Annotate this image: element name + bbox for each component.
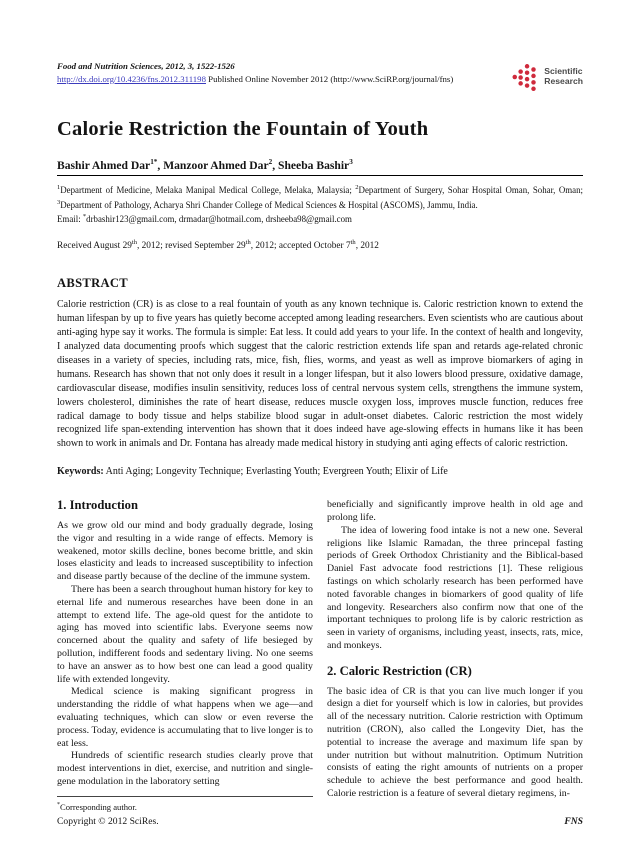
author-list — [57, 158, 583, 172]
publisher-name — [544, 67, 583, 87]
affil-3-mark: 3 — [57, 198, 61, 206]
keywords-label: Keywords: — [57, 466, 104, 478]
affiliations — [57, 182, 583, 226]
column-right — [327, 499, 583, 813]
section-2-paragraph: The basic idea of CR is that you can live much longer if you design a diet for yourself which is low in calories, but provides all of the necessary nutrition. Calorie restriction with Optimum nutrition (CRON), also called the Longevity Diet, has the potential to increase the average and maximum life span by under nutrition but without malnutrition. Optimum Nutrition consists of eating the right amounts of nutrients on a proper schedule to achieve the best performance and good health. Calorie restriction is a feature of several dietary regimens, in- — [327, 685, 583, 799]
publisher-name-line1: Scientific — [544, 66, 583, 77]
published-online-text: Published Online November 2012 (http://www.SciRP.org/journal/fns) — [205, 73, 454, 84]
intro-paragraph-2: There has been a search throughout human history for key to eternal life and numerous researches have been done in an attempt to extend life. The age-old quest for the antidote to aging has moved into scientific labs. Everyone seems now concerned about the quality and safety of life besieged by pollution, indifferent foods and sedentary living. No one seems to have an answer as to how best one can lead a good quality life with extended longevity. — [57, 584, 313, 685]
section-2-heading: 2. Caloric Restriction (CR) — [327, 663, 472, 678]
title-divider — [57, 175, 583, 176]
email-label: Email: — [57, 214, 83, 225]
footnote-divider — [57, 796, 313, 797]
publisher-name-line2: Research — [544, 76, 583, 86]
author-3: , Sheeba Bashir — [272, 158, 350, 172]
revised-part: , 2012; revised September 29 — [136, 241, 246, 252]
intro-continuation-paragraph: beneficially and significantly improve health in old age and prolong life. — [327, 499, 583, 524]
year-part: , 2012 — [355, 241, 379, 252]
email-line — [57, 211, 583, 226]
received-part: Received August 29 — [57, 241, 132, 252]
intro-paragraph-4: Hundreds of scientific research studies clearly prove that modest interventions in diet, exercise, and nutrition and single-gene modulation in the laboratory setting — [57, 750, 313, 787]
scirp-dots-icon — [511, 62, 541, 92]
author-2-affiliation-mark: 2 — [268, 158, 273, 166]
intro-paragraph-3: Medical science is making significant progress in understanding the riddle of what happens when we age—and evaluating techniques, which can slow or even reverse the process. Today, evidence is accumulating that to live longer is to eat less. — [57, 686, 313, 749]
received-dates — [57, 239, 583, 251]
keywords-line — [57, 466, 583, 477]
keywords-list: Anti Aging; Longevity Technique; Everlasting Youth; Evergreen Youth; Elixir of Life — [103, 466, 448, 478]
affil-1-mark: 1 — [57, 183, 61, 191]
affil-2: Department of Surgery, Sohar Hospital Oman, Sohar, Oman; — [358, 184, 584, 195]
intro-paragraph-5: The idea of lowering food intake is not a new one. Several religions like Islamic Ramadan, the three princepal fasting periods of Greek Orthodox Christianity and the Biblical-based Daniel Fast advocate food restrictions [1]. These religious fastings on which scholarly research has been performed have noted favorable changes in biomarkers of good quality of life and longevity. Researchers also confirm now that one of the important techniques to prolong life is by caloric restriction as seen in variety of organisms, including yeast, insects, rats, mice, and monkeys. — [327, 524, 583, 651]
journal-abbreviation: FNS — [564, 816, 583, 827]
abstract-heading: ABSTRACT — [57, 276, 128, 291]
column-left — [57, 499, 313, 813]
author-2: , Manzoor Ahmed Dar — [157, 158, 269, 172]
intro-paragraph-1: As we grow old our mind and body gradually degrade, losing the vigor and resulting in a wide range of effects. Memory is weakened, motor skills decline, bones become brittle, and skin loses elasticity and leads to increased susceptibility to infection and disease partly because of the decline of the immune system. — [57, 520, 313, 583]
copyright-notice: Copyright © 2012 SciRes. — [57, 816, 159, 827]
journal-citation: Food and Nutrition Sciences, 2012, 3, 1522-1526 — [57, 61, 235, 71]
journal-info — [57, 60, 453, 85]
paper-title: Calorie Restriction the Fountain of Youth — [57, 118, 429, 140]
ordinal-sup: th — [350, 239, 356, 247]
author-1-affiliation-mark: 1* — [150, 158, 158, 166]
page-header — [57, 60, 583, 92]
corresponding-author-footnote — [57, 796, 313, 814]
email-addresses: drbashir123@gmail.com, drmadar@hotmail.com, drsheeba98@gmail.com — [86, 214, 352, 225]
email-corresponding-mark: * — [82, 213, 87, 221]
page-footer — [57, 816, 583, 827]
author-1: Bashir Ahmed Dar — [57, 158, 151, 172]
publisher-logo — [511, 62, 583, 92]
footnote-asterisk: * — [57, 801, 60, 808]
ordinal-sup: th — [131, 239, 137, 247]
two-column-body — [57, 499, 583, 813]
section-1-heading: 1. Introduction — [57, 498, 138, 513]
abstract-body: Calorie restriction (CR) is as close to a real fountain of youth as any known technique is. Caloric restriction known to extend the human lifespan by up to five years has quietly become accepted among leading researchers. Even scientists who are cautious about anti-aging hype say it works. The formula is simple: Eat less. It could add years to your life. In the context of health and longevity, I analyzed data documenting proofs which suggest that the caloric restriction extends life span and retards age-related chronic diseases in a variety of species, including rats, mice, fish, flies, worms, and yeast as well as improve biomarkers of aging in humans. Research has shown that not only does it result in a longer lifespan, but it also lowers blood pressure, oxidative damage, cardiovascular disease, modifies insulin sensitivity, reduces loss of central nervous system cells, strengthens the immune system, lowers cholesterol, diminishes the rate of heart disease, reduces muscle oxygen loss, improves muscle function, reduces free radical damage to body tissue and helps stabilize blood sugar in adult-onset diabetes. Caloric restriction the most widely recognized life span-extending intervention has shown that it does indeed have age-slowing effects in humans like it has been shown to work in animals and Dr. Fontana has already made medical history in studying anti aging effects of caloric restriction. — [57, 299, 583, 450]
ordinal-sup: th — [245, 239, 251, 247]
footnote-text: Corresponding author. — [60, 801, 137, 812]
accepted-part: , 2012; accepted October 7 — [250, 241, 351, 252]
affil-2-mark: 2 — [355, 183, 359, 191]
affil-1: Department of Medicine, Melaka Manipal Medical College, Melaka, Malaysia; — [60, 184, 356, 195]
author-3-affiliation-mark: 3 — [349, 158, 353, 166]
affil-3: Department of Pathology, Acharya Shri Chander College of Medical Sciences & Hospital (ASCOMS), Jammu, India. — [60, 199, 478, 210]
doi-line — [57, 73, 453, 86]
doi-link[interactable]: http://dx.doi.org/10.4236/fns.2012.311198 — [57, 73, 206, 84]
